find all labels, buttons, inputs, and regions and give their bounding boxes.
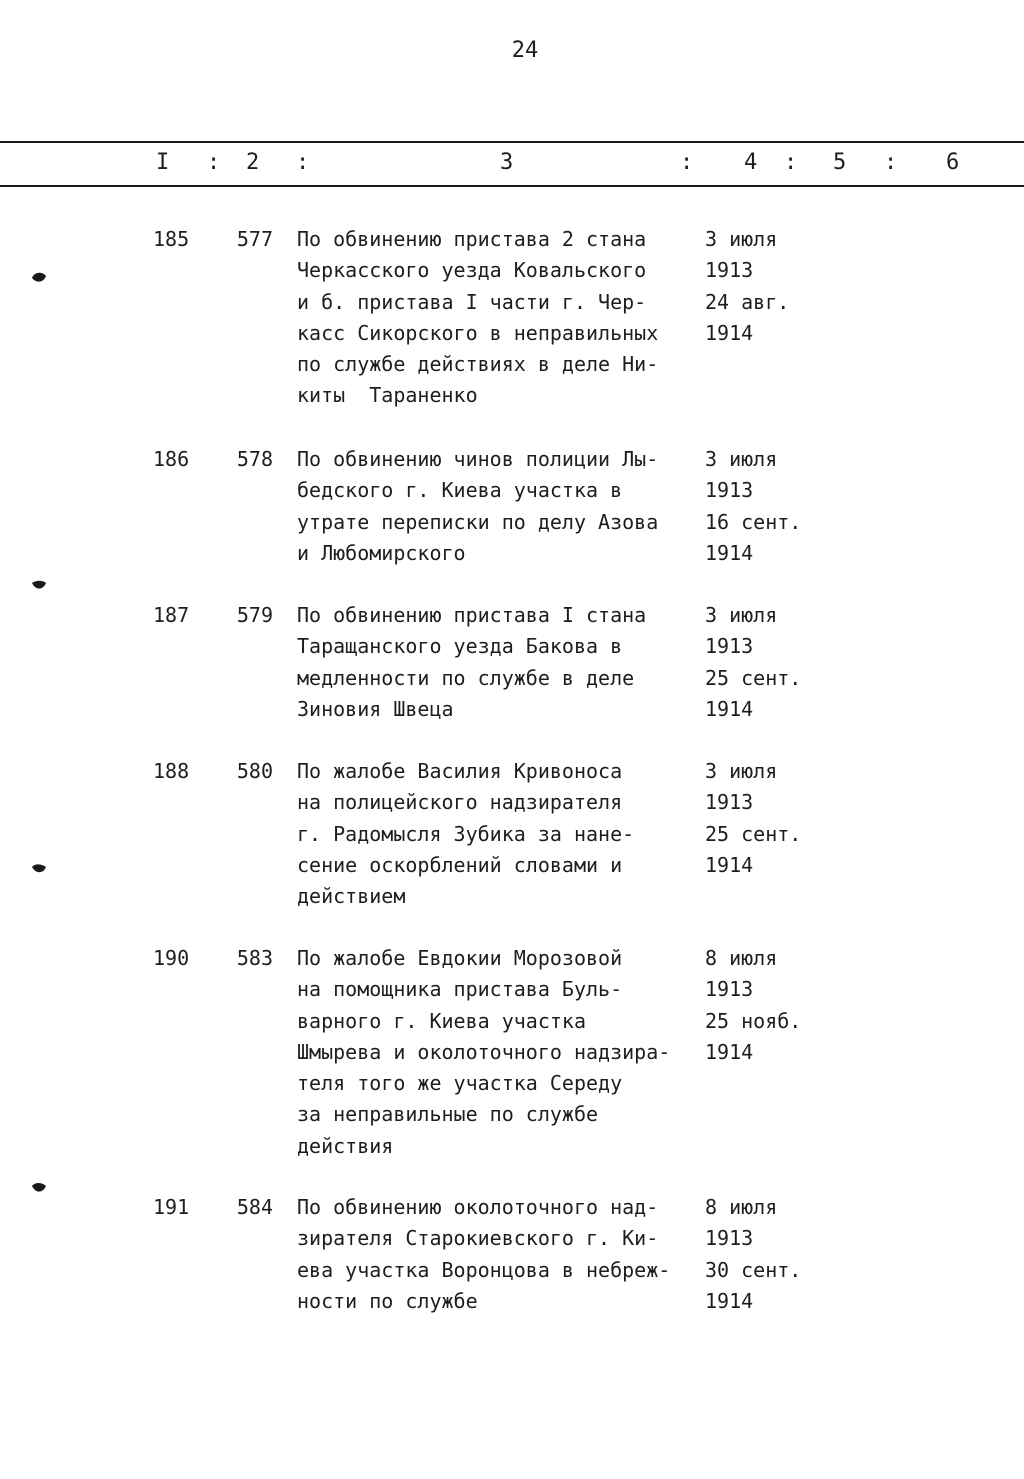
date-start-day: 3 июля (705, 227, 778, 251)
entry-description (297, 943, 697, 1162)
date-start-year: 1913 (705, 478, 754, 503)
description-line: теля того же участка Середу (297, 1071, 623, 1096)
description-line: касс Сикорского в неправильных (297, 320, 659, 345)
entry-number: 188 (153, 759, 190, 783)
date-end-day: 16 сент. (705, 509, 802, 534)
description-line: Таращанского уезда Бакова в (297, 634, 623, 659)
date-start-day: 8 июля (705, 946, 778, 970)
description-line: Черкасского уезда Ковальского (297, 258, 647, 283)
date-end-day: 24 авг. (705, 289, 790, 314)
description-line: по службе действиях в деле Ни- (297, 352, 659, 377)
description-line: медленности по службе в деле (297, 665, 635, 690)
entry-dates (705, 1192, 815, 1317)
entry-description (297, 444, 697, 569)
column-header-4: 4 (744, 150, 758, 175)
entry-dates (705, 224, 815, 349)
entry-dates (705, 943, 815, 1068)
file-number: 579 (236, 603, 273, 627)
entry-description (297, 756, 697, 912)
entry-description (297, 1192, 697, 1317)
page-number: 24 (511, 38, 539, 63)
date-start-day: 3 июля (705, 447, 778, 471)
date-end-year: 1914 (705, 540, 754, 565)
entry-number: 186 (153, 447, 190, 471)
column-header-5: 5 (833, 150, 847, 175)
date-end-year: 1914 (705, 1288, 754, 1313)
date-start-year: 1913 (705, 1226, 754, 1251)
description-line: киты Тараненко (297, 383, 478, 408)
file-number: 583 (236, 946, 273, 970)
description-line: и Любомирского (297, 540, 466, 565)
description-line: действием (297, 884, 406, 909)
punch-hole-icon (30, 1180, 48, 1196)
column-header-2: 2 (246, 150, 260, 175)
file-number: 584 (236, 1195, 273, 1219)
description-line: По обвинению пристава I стана (297, 603, 647, 627)
description-line: на помощника пристава Буль- (297, 977, 623, 1002)
description-line: По обвинению пристава 2 стана (297, 227, 647, 251)
date-start-year: 1913 (705, 634, 754, 659)
date-start-day: 8 июля (705, 1195, 778, 1219)
date-end-year: 1914 (705, 852, 754, 877)
description-line: По обвинению чинов полиции Лы- (297, 447, 659, 471)
date-end-day: 25 сент. (705, 665, 802, 690)
description-line: сение оскорблений словами и (297, 852, 623, 877)
description-line: на полицейского надзирателя (297, 790, 623, 815)
date-end-day: 30 сент. (705, 1257, 802, 1282)
column-separator: : (207, 150, 221, 175)
entry-description (297, 224, 697, 412)
date-start-day: 3 июля (705, 759, 778, 783)
date-end-day: 25 нояб. (705, 1008, 802, 1033)
description-line: действия (297, 1133, 394, 1158)
file-number: 578 (236, 447, 273, 471)
punch-hole-icon (30, 861, 48, 877)
entry-description (297, 600, 697, 725)
column-header-6: 6 (946, 150, 960, 175)
column-header-1: I (156, 150, 170, 175)
description-line: По жалобе Евдокии Морозовой (297, 946, 623, 970)
date-start-day: 3 июля (705, 603, 778, 627)
file-number: 577 (236, 227, 273, 251)
column-separator: : (884, 150, 898, 175)
description-line: По обвинению околоточного над- (297, 1195, 659, 1219)
date-end-year: 1914 (705, 320, 754, 345)
description-line: ева участка Воронцова в небреж- (297, 1257, 671, 1282)
date-start-year: 1913 (705, 258, 754, 283)
column-separator: : (296, 150, 310, 175)
entry-number: 191 (153, 1195, 190, 1219)
description-line: По жалобе Василия Кривоноса (297, 759, 623, 783)
description-line: г. Радомысля Зубика за нане- (297, 821, 635, 846)
entry-number: 185 (153, 227, 190, 251)
description-line: за неправильные по службе (297, 1102, 599, 1127)
description-line: бедского г. Киева участка в (297, 478, 623, 503)
punch-hole-icon (30, 270, 48, 286)
description-line: утрате переписки по делу Азова (297, 509, 659, 534)
column-header-row (0, 150, 1024, 178)
entry-number: 187 (153, 603, 190, 627)
column-separator: : (680, 150, 694, 175)
file-number: 580 (236, 759, 273, 783)
header-top-rule (0, 141, 1024, 143)
date-end-year: 1914 (705, 696, 754, 721)
date-end-year: 1914 (705, 1039, 754, 1064)
column-separator: : (784, 150, 798, 175)
entry-number: 190 (153, 946, 190, 970)
entry-dates (705, 444, 815, 569)
header-bottom-rule (0, 185, 1024, 187)
description-line: варного г. Киева участка (297, 1008, 586, 1033)
date-start-year: 1913 (705, 977, 754, 1002)
date-end-day: 25 сент. (705, 821, 802, 846)
description-line: и б. пристава I части г. Чер- (297, 289, 647, 314)
punch-hole-icon (30, 578, 48, 594)
entry-dates (705, 600, 815, 725)
description-line: зирателя Старокиевского г. Ки- (297, 1226, 659, 1251)
description-line: Зиновия Швеца (297, 696, 454, 721)
entry-dates (705, 756, 815, 881)
description-line: Шмырева и околоточного надзира- (297, 1039, 671, 1064)
description-line: ности по службе (297, 1288, 478, 1313)
column-header-3: 3 (500, 150, 514, 175)
date-start-year: 1913 (705, 790, 754, 815)
